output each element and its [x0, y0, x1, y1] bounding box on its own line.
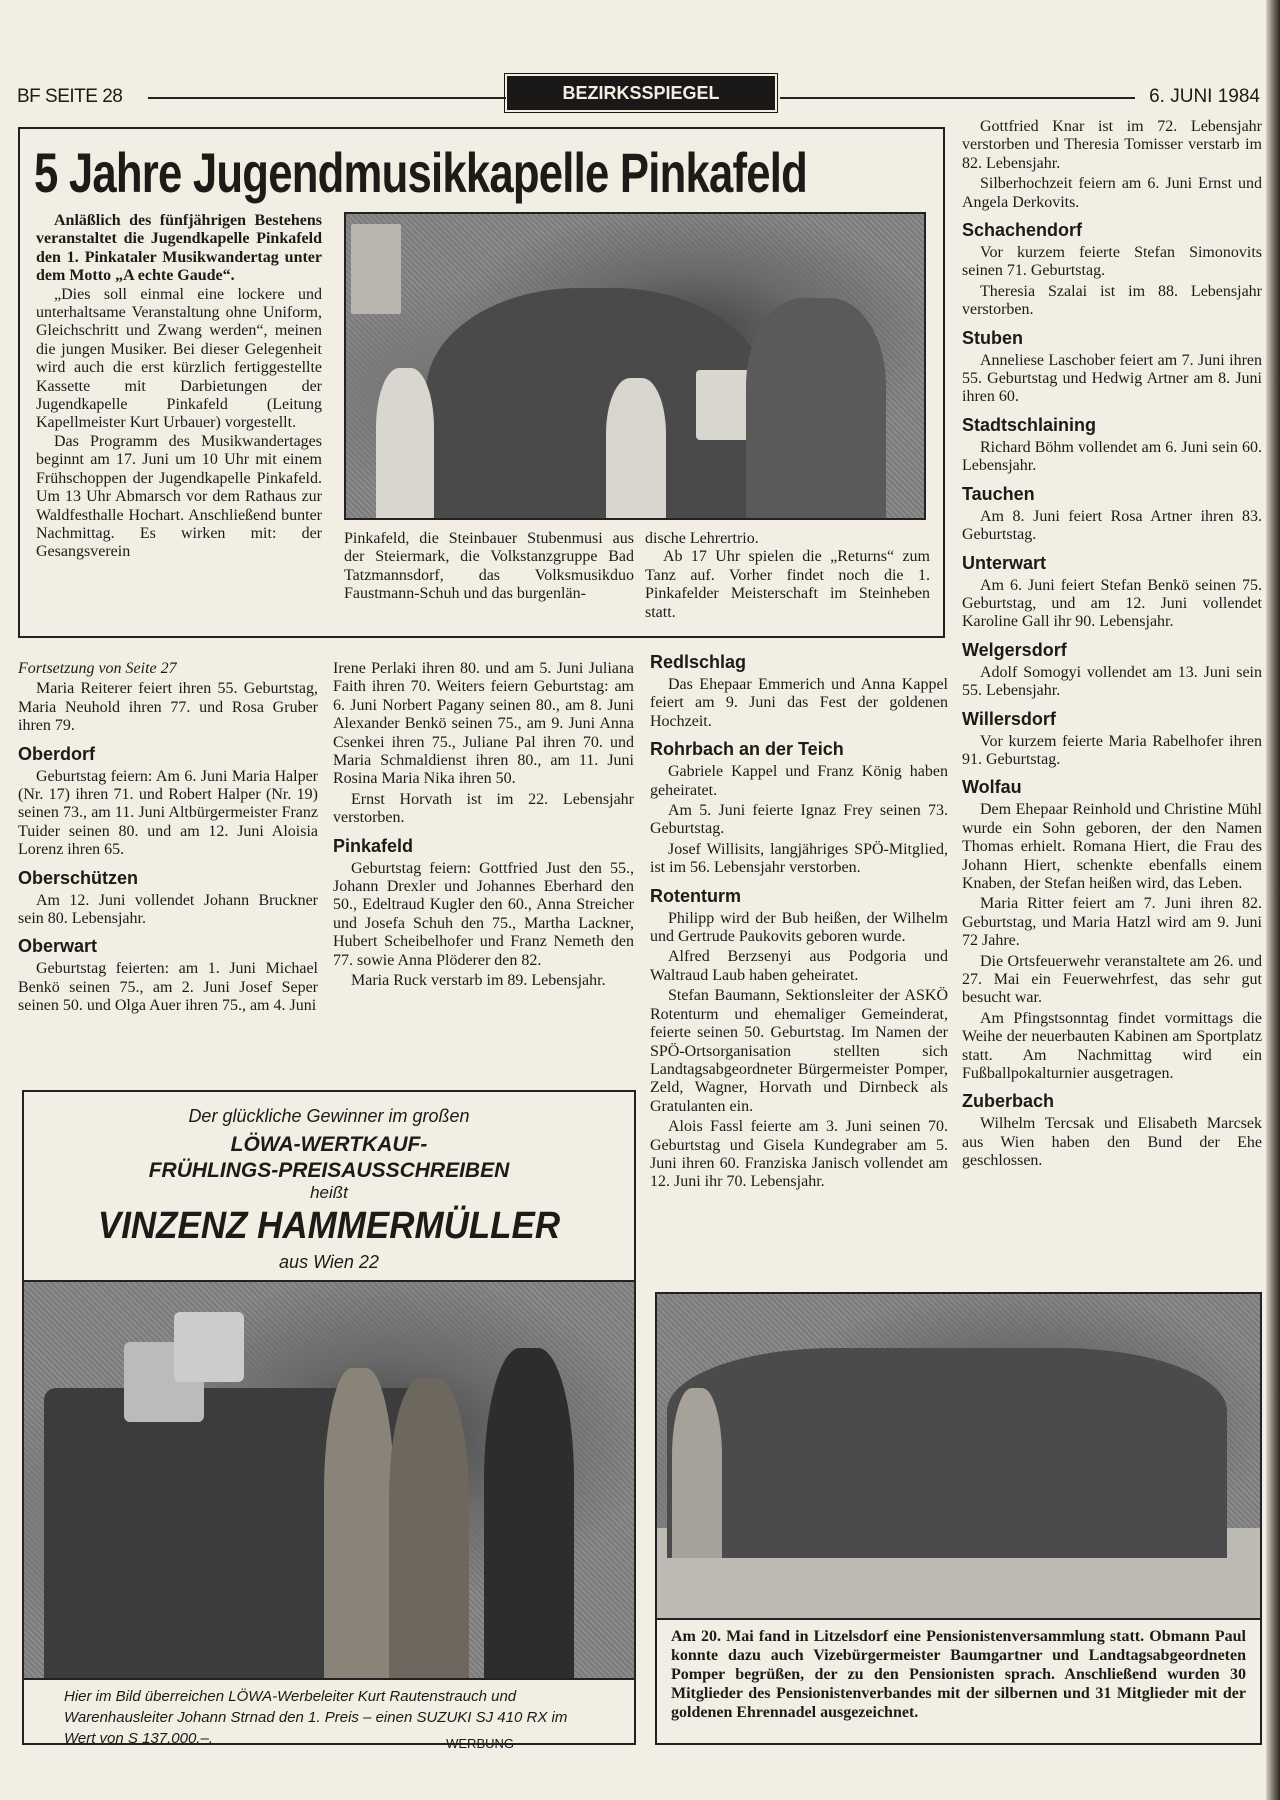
news-paragraph: Josef Willisits, langjähriges SPÖ-Mitglied, ist im 56. Lebensjahr verstorben.: [650, 840, 948, 877]
news-paragraph: Am 6. Juni feiert Stefan Benkö seinen 75. Geburtstag, und am 12. Juni vollendet Karoline Gall ihr 90. Lebensjahr.: [962, 576, 1262, 631]
locality-heading: Rotenturm: [650, 885, 741, 906]
news-paragraph: Theresia Szalai ist im 88. Lebensjahr verstorben.: [962, 282, 1262, 319]
feature-paragraph: Ab 17 Uhr spielen die „Returns“ zum Tanz auf. Vorher findet noch die 1. Pinkafelder Meisterschaft im Steinheben statt.: [645, 548, 930, 621]
section-masthead: BEZIRKSSPIEGEL: [507, 76, 775, 110]
news-paragraph: Gottfried Knar ist im 72. Lebensjahr verstorben und Theresia Tomisser verstarb im 82. Lebensjahr.: [962, 118, 1262, 172]
feature-lead: Anläßlich des fünfjährigen Bestehens veranstaltet die Jugendkapelle Pinkafeld den 1. Pinkataler Musikwandertag unter dem Motto „A echte Gaude“.: [36, 212, 322, 285]
news-paragraph: Vor kurzem feierte Stefan Simonovits seinen 71. Geburtstag.: [962, 244, 1262, 280]
pensioner-group-photo: [657, 1294, 1260, 1620]
locality-heading: Welgersdorf: [962, 639, 1067, 660]
locality-heading: Stuben: [962, 327, 1023, 348]
news-paragraph: Maria Ritter feiert am 7. Juni ihren 82. Geburtstag, und Maria Hatzl wird am 9. Juni 72 Jahre.: [962, 895, 1262, 950]
page-number: BF SEITE 28: [17, 86, 123, 107]
locality-heading: Oberdorf: [18, 743, 96, 764]
locality-heading: Tauchen: [962, 483, 1035, 504]
locality-heading: Oberschützen: [18, 867, 139, 888]
ad-intro: Der glückliche Gewinner im großen: [188, 1106, 470, 1126]
news-paragraph: Das Ehepaar Emmerich und Anna Kappel feiert am 9. Juni das Fest der goldenen Hochzeit.: [650, 676, 948, 730]
news-paragraph: Geburtstag feiern: Am 6. Juni Maria Halper (Nr. 17) ihren 71. und Robert Halper (Nr. 19) seinen 73., am 11. Juni Altbürgermeister Franz Tuider seinen 80. und am 12. Juni Aloisia Lorenz ihren 65.: [18, 767, 318, 859]
news-paragraph: Dem Ehepaar Reinhold und Christine Mühl wurde ein Sohn geboren, der den Namen Thomas erhielt. Romana Hiert, die Frau des Johann Hiert, schenkte ebenfalls einem Knaben, der Stefan heißen wird, das Leben.: [962, 801, 1262, 892]
locality-heading: Redlschlag: [650, 652, 747, 672]
news-paragraph: Wilhelm Tercsak und Elisabeth Marcsek aus Wien haben den Bund der Ehe geschlossen.: [962, 1115, 1262, 1170]
prize-handover-photo: [24, 1280, 634, 1680]
news-paragraph: Ernst Horvath ist im 22. Lebensjahr verstorben.: [333, 790, 634, 827]
news-paragraph: Philipp wird der Bub heißen, der Wilhelm und Gertrude Paukovits geboren wurde.: [650, 909, 948, 946]
continuation-note: Fortsetzung von Seite 27: [18, 660, 177, 677]
news-column-4: [962, 118, 1262, 1173]
winner-name: VINZENZ HAMMERMÜLLER: [97, 1205, 561, 1247]
feature-caption-col-1: [344, 530, 634, 604]
news-paragraph: Alois Fassl feierte am 3. Juni seinen 70. Geburtstag und Gisela Kundegraber am 5. Juni ihren 60. Franziska Janisch vollendet am 12. Juni ihr 70. Lebensjahr.: [650, 1118, 948, 1191]
news-paragraph: Am 12. Juni vollendet Johann Bruckner sein 80. Lebensjahr.: [18, 891, 318, 928]
locality-heading: Willersdorf: [962, 708, 1056, 729]
ad-caption: Hier im Bild überreichen LÖWA-Werbeleiter Kurt Rautenstrauch und Warenhausleiter Johann Strnad den 1. Preis – einen SUZUKI SJ 410 RX im Wert von S 137.000.–.: [64, 1688, 568, 1747]
locality-heading: Schachendorf: [962, 220, 1083, 241]
locality-heading: Unterwart: [962, 552, 1047, 573]
news-paragraph: Maria Ruck verstarb im 89. Lebensjahr.: [351, 972, 606, 990]
news-paragraph: Die Ortsfeuerwehr veranstaltete am 26. und 27. Mai ein Feuerwehrfest, das sehr gut besucht war.: [962, 952, 1262, 1007]
header-rule: [780, 97, 1135, 99]
feature-headline: 5 Jahre Jugendmusikkapelle Pinkafeld: [34, 141, 808, 204]
feature-caption-col-2: [645, 530, 930, 622]
news-paragraph: Silberhochzeit feiern am 6. Juni Ernst und Angela Derkovits.: [962, 175, 1262, 211]
news-paragraph: Anneliese Laschober feiert am 7. Juni ihren 55. Geburtstag und Hedwig Artner am 8. Juni ihren 60.: [962, 351, 1262, 406]
news-paragraph: Am Pfingstsonntag findet vormittags die Weihe der neuerbauten Kabinen am Sportplatz statt. Am Nachmittag wird ein Fußballpokalturnier ausgetragen.: [962, 1009, 1262, 1083]
news-paragraph: Irene Perlaki ihren 80. und am 5. Juni Juliana Faith ihren 70. Weiters feiern Geburtstag: am 6. Juni Norbert Pagany seinen 80., am 8. Juni Alexander Benkö seinen 75., am 9. Juni Anna Csenkei ihren 75., Juliane Pal ihren 70. und Maria Schmaldienst ihren 80., am 11. Juni Rosina Maria Nika ihren 50.: [333, 660, 634, 788]
news-column-1: [18, 660, 318, 1018]
locality-heading: Wolfau: [962, 777, 1022, 798]
header-rule: [148, 97, 506, 99]
ad-contest-name: FRÜHLINGS-PREISAUSSCHREIBEN: [148, 1159, 510, 1182]
advertising-label: WERBUNG: [446, 1736, 514, 1751]
news-paragraph: Geburtstag feiern: Gottfried Just den 55., Johann Drexler und Johannes Eberhard den 50., Edeltraud Kugler den 60., Anna Streicher und Josefa Schuh den 75., Martha Lackner, Hubert Scheibelhofer und Franz Nemeth den 77. sowie Anna Plöderer den 82.: [333, 859, 634, 969]
feature-paragraph: dische Lehrertrio.: [645, 530, 759, 547]
ad-contest-name: LÖWA-WERTKAUF-: [230, 1133, 428, 1156]
page-spine-shadow: [1266, 0, 1280, 1800]
advertisement-box: [22, 1090, 636, 1751]
pensioner-caption: Am 20. Mai fand in Litzelsdorf eine Pensionistenversammlung statt. Obmann Paul konnte dazu auch Vizebürgermeister Baumgartner und Landtagsabgeordneten Pomper begrüßen, der zu den Pensionisten sprach. Anschließend wurden 30 Mitglieder des Pensionistenverbandes mit der silbernen und 31 Mitglieder mit der goldenen Ehrennadel ausgezeichnet.: [671, 1628, 1246, 1721]
news-column-3: [650, 652, 948, 1194]
news-paragraph: Stefan Baumann, Sektionsleiter der ASKÖ Rotenturm und ehemaliger Gemeinderat, feierte seinen 50. Geburtstag. Im Namen der SPÖ-Ortsorganisation stellten sich Landtagsabgeordneter Bürgermeister Pomper, Zeld, Wagner, Horvath und Dirnbeck als Gratulanten ein.: [650, 987, 948, 1115]
news-paragraph: Am 5. Juni feierte Ignaz Frey seinen 73. Geburtstag.: [650, 802, 948, 838]
ad-text: heißt: [310, 1183, 348, 1202]
issue-date: 6. JUNI 1984: [1149, 86, 1260, 107]
locality-heading: Oberwart: [18, 936, 98, 957]
locality-heading: Rohrbach an der Teich: [650, 739, 844, 760]
news-paragraph: Richard Böhm vollendet am 6. Juni sein 60. Lebensjahr.: [962, 438, 1262, 475]
news-paragraph: Am 8. Juni feiert Rosa Artner ihren 83. Geburtstag.: [962, 507, 1262, 544]
news-paragraph: Vor kurzem feierte Maria Rabelhofer ihren 91. Geburtstag.: [962, 732, 1262, 768]
locality-heading: Zuberbach: [962, 1091, 1055, 1112]
band-group-photo: [344, 212, 926, 520]
news-paragraph: Geburtstag feierten: am 1. Juni Michael Benkö seinen 75., am 2. Juni Josef Seper seinen 50. und Olga Auer ihren 75., am 4. Juni: [18, 960, 318, 1015]
news-paragraph: Gabriele Kappel und Franz König haben geheiratet.: [650, 763, 948, 799]
news-paragraph: Alfred Berzsenyi aus Podgoria und Waltraud Laub haben geheiratet.: [650, 948, 948, 984]
feature-paragraph: Pinkafeld, die Steinbauer Stubenmusi aus der Steiermark, die Volkstanzgruppe Bad Tatzmannsdorf, das Volksmusikduo Faustmann-Schuh und das burgenlän-: [344, 530, 634, 603]
news-paragraph: Adolf Somogyi vollendet am 13. Juni sein 55. Lebensjahr.: [962, 663, 1262, 700]
locality-heading: Pinkafeld: [333, 835, 414, 856]
feature-paragraph: „Dies soll einmal eine lockere und unterhaltsame Veranstaltung ohne Uniform, Gleichschritt und Zwang werden“, meinen die jungen Musiker. Bei dieser Gelegenheit wird auch die erst kürzlich fertiggestellte Kassette mit Darbietungen der Jugendkapelle Pinkafeld (Leitung Kapellmeister Kurt Urbauer) vorgestellt.: [36, 285, 322, 432]
feature-paragraph: Das Programm des Musikwandertages beginnt am 17. Juni um 10 Uhr mit einem Frühschoppen der Jugendkapelle Pinkafeld. Um 13 Uhr Abmarsch vor dem Rathaus zur Waldfesthalle Hochart. Anschließend bunter Nachmittag. Es wirken mit: der Gesangsverein: [36, 432, 322, 561]
news-paragraph: Maria Reiterer feiert ihren 55. Geburtstag, Maria Neuhold ihren 77. und Rosa Gruber ihren 79.: [18, 680, 318, 735]
news-column-2: [333, 660, 634, 993]
locality-heading: Stadtschlaining: [962, 414, 1097, 435]
feature-text-column: [36, 212, 322, 562]
pensioner-meeting-box: [655, 1292, 1262, 1745]
winner-location: aus Wien 22: [279, 1252, 379, 1272]
